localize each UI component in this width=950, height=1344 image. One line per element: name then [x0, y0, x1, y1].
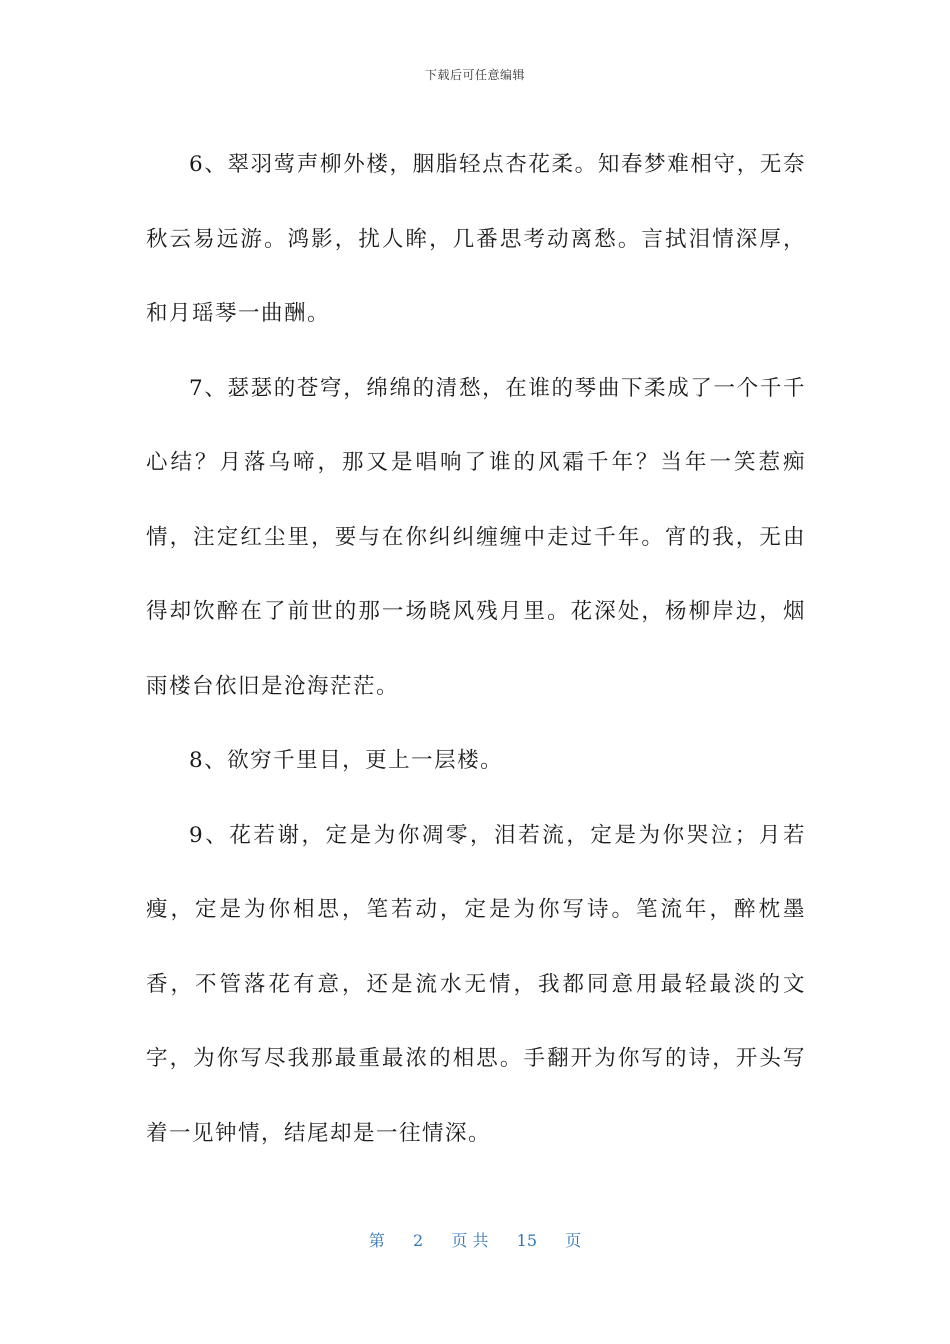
paragraph-6: 6、翠羽莺声柳外楼，胭脂轻点杏花柔。知春梦难相守，无奈秋云易远游。鸿影，扰人眸，几番思考动离愁。言拭泪情深厚，和月瑶琴一曲酬。: [146, 152, 806, 326]
paragraph-8: 8、欲穷千里目，更上一层楼。: [189, 748, 504, 773]
footer-middle: 页 共: [451, 1231, 489, 1250]
document-body: [146, 128, 806, 1171]
header-note: 下载后可任意编辑: [424, 68, 525, 82]
footer-current-page: 2: [412, 1231, 424, 1250]
footer-total-pages: 15: [516, 1231, 537, 1250]
paragraph-7: 7、瑟瑟的苍穹，绵绵的清愁，在谁的琴曲下柔成了一个千千心结？月落乌啼，那又是唱响了谁的风霜千年？当年一笑惹痴情，注定红尘里，要与在你纠纠缠缠中走过千年。宵的我，无由得却饮醉在了前世的那一场晓风残月里。花深处，杨柳岸边，烟雨楼台依旧是沧海茫茫。: [146, 375, 806, 699]
footer-prefix: 第: [368, 1231, 385, 1250]
page-footer: [0, 1228, 950, 1251]
paragraph-9: 9、花若谢，定是为你凋零，泪若流，定是为你哭泣；月若瘦，定是为你相思，笔若动，定是为你写诗。笔流年，醉枕墨香，不管落花有意，还是流水无情，我都同意用最轻最淡的文字，为你写尽我那最重最浓的相思。手翻开为你写的诗，开头写着一见钟情，结尾却是一往情深。: [146, 822, 806, 1146]
footer-suffix: 页: [565, 1231, 582, 1250]
